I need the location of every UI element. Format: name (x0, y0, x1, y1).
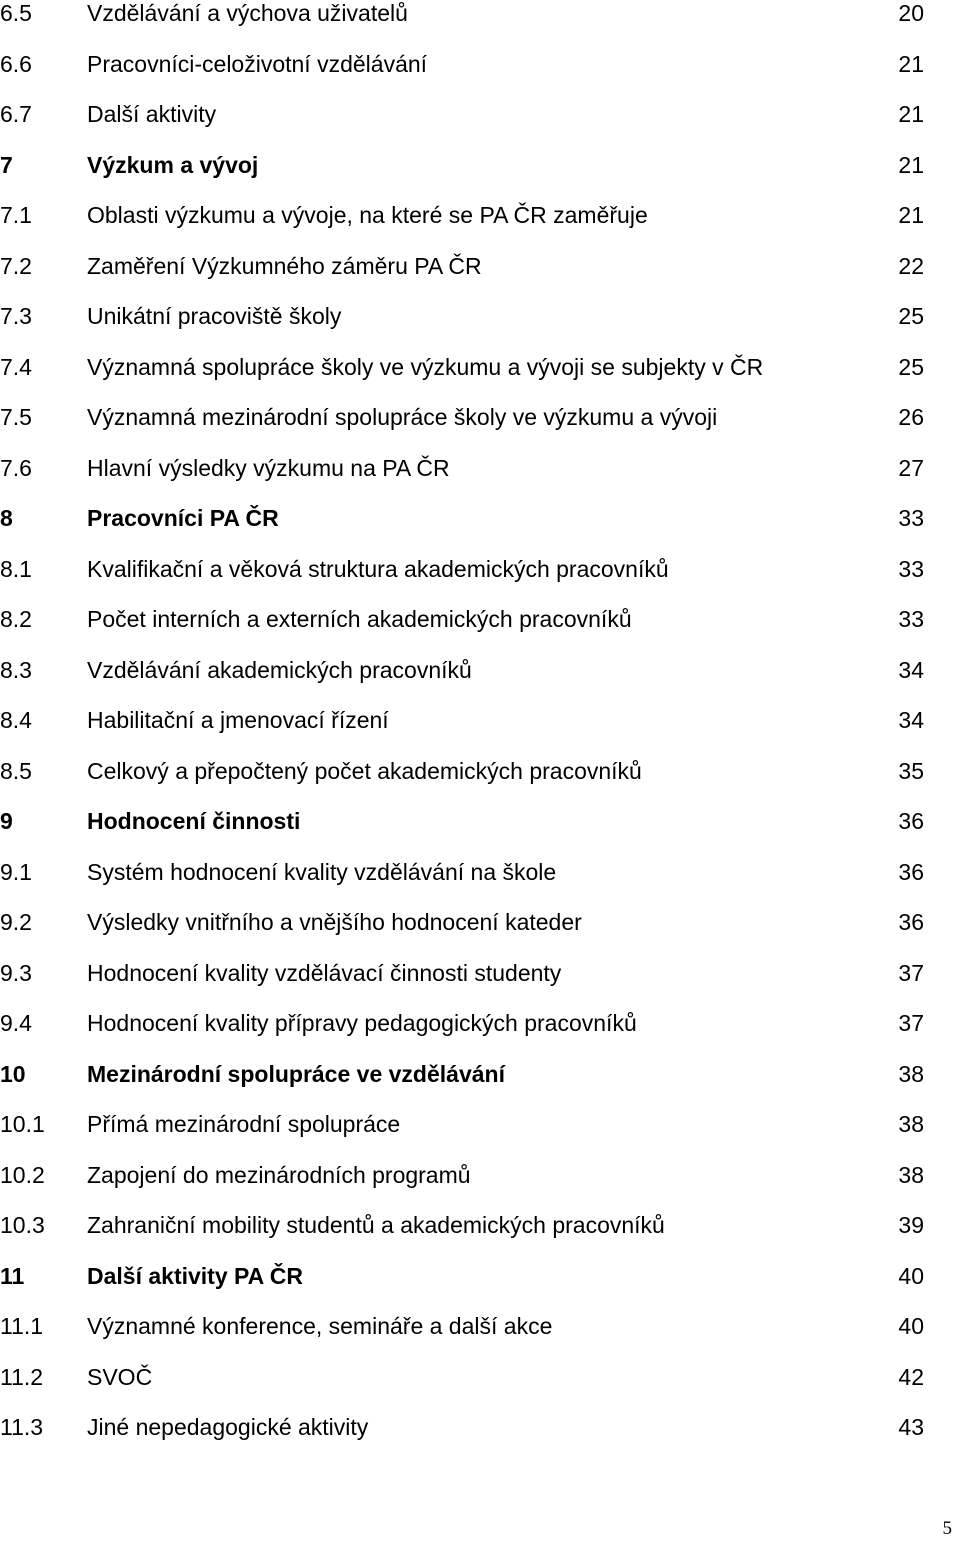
toc-section-number: 9 (0, 808, 13, 834)
toc-row[interactable] (0, 443, 960, 494)
toc-section-number: 6.5 (0, 0, 32, 26)
toc-section-title: Zahraniční mobility studentů a akademických pracovníků (87, 1212, 665, 1238)
toc-page-number: 39 (898, 1212, 924, 1238)
toc-section-title: Pracovníci-celoživotní vzdělávání (87, 50, 428, 77)
toc-row[interactable] (0, 948, 960, 999)
toc-row[interactable] (0, 190, 960, 241)
toc-section-title: Počet interních a externích akademických pracovníků (87, 606, 632, 632)
toc-section-number: 8.4 (0, 707, 32, 733)
toc-section-number: 9.4 (0, 1010, 32, 1036)
toc-section-title: Vzdělávání akademických pracovníků (87, 656, 472, 683)
toc-page-number: 21 (898, 101, 924, 127)
toc-section-number: 7 (0, 151, 13, 178)
toc-section-number: 8.3 (0, 656, 32, 683)
toc-row[interactable] (0, 1402, 960, 1453)
toc-section-number: 8.2 (0, 606, 32, 632)
toc-section-title: Hodnocení kvality vzdělávací činnosti studenty (87, 959, 562, 986)
toc-section-number: 9.1 (0, 858, 32, 885)
toc-section-title: Pracovníci PA ČR (87, 505, 279, 531)
toc-row[interactable] (0, 1099, 960, 1150)
toc-page-number: 33 (898, 606, 924, 632)
toc-page-number: 38 (898, 1161, 924, 1188)
toc-section-title: Vzdělávání a výchova uživatelů (87, 0, 408, 26)
toc-page-number: 33 (898, 555, 924, 582)
toc-section-number: 6.6 (0, 50, 32, 77)
toc-heading-row[interactable] (0, 1049, 960, 1100)
toc-row[interactable] (0, 89, 960, 140)
toc-section-title: Hodnocení kvality přípravy pedagogických pracovníků (87, 1010, 637, 1036)
toc-page-number: 38 (898, 1060, 924, 1087)
toc-section-title: Hlavní výsledky výzkumu na PA ČR (87, 454, 450, 481)
toc-section-number: 11.3 (0, 1414, 44, 1440)
toc-page-number: 22 (898, 252, 924, 279)
toc-section-number: 11.2 (0, 1363, 44, 1390)
toc-section-title: Výsledky vnitřního a vnějšího hodnocení kateder (87, 909, 582, 935)
toc-section-title: Systém hodnocení kvality vzdělávání na škole (87, 858, 557, 885)
toc-page-number: 36 (898, 808, 924, 834)
toc-page-number: 34 (898, 656, 924, 683)
toc-page-number: 21 (898, 151, 924, 178)
toc-section-title: Jiné nepedagogické aktivity (87, 1414, 369, 1440)
toc-section-number: 7.2 (0, 252, 32, 279)
toc-section-title: Unikátní pracoviště školy (87, 303, 342, 329)
toc-row[interactable] (0, 544, 960, 595)
toc-row[interactable] (0, 1301, 960, 1352)
toc-page-number: 37 (898, 1010, 924, 1036)
toc-row[interactable] (0, 746, 960, 797)
toc-row[interactable] (0, 847, 960, 898)
toc-row[interactable] (0, 1200, 960, 1251)
toc-section-number: 7.4 (0, 353, 32, 380)
toc-row[interactable] (0, 291, 960, 342)
toc-section-number: 11 (0, 1262, 25, 1289)
toc-page-number: 27 (898, 454, 924, 481)
toc-section-title: Výzkum a vývoj (87, 151, 259, 178)
toc-section-number: 9.2 (0, 909, 32, 935)
toc-page-number: 25 (898, 353, 924, 380)
toc-row[interactable] (0, 0, 960, 39)
toc-section-title: Přímá mezinárodní spolupráce (87, 1111, 401, 1137)
toc-section-title: Zaměření Výzkumného záměru PA ČR (87, 252, 482, 279)
toc-section-number: 7.6 (0, 454, 32, 481)
toc-section-title: Významné konference, semináře a další akce (87, 1313, 553, 1339)
toc-section-number: 10.1 (0, 1111, 45, 1137)
toc-page-number: 38 (898, 1111, 924, 1137)
toc-row[interactable] (0, 998, 960, 1049)
toc-section-title: Další aktivity (87, 101, 217, 127)
toc-heading-row[interactable] (0, 493, 960, 544)
toc-page-number: 35 (898, 757, 924, 784)
toc-row[interactable] (0, 897, 960, 948)
toc-page-number: 40 (898, 1262, 924, 1289)
toc-page-number: 42 (898, 1363, 924, 1390)
toc-section-title: Habilitační a jmenovací řízení (87, 707, 389, 733)
toc-row[interactable] (0, 241, 960, 292)
toc-row[interactable] (0, 392, 960, 443)
toc-section-title: Mezinárodní spolupráce ve vzdělávání (87, 1060, 505, 1087)
toc-row[interactable] (0, 645, 960, 696)
toc-section-number: 7.3 (0, 303, 32, 329)
toc-section-title: Významná spolupráce školy ve výzkumu a vývoji se subjekty v ČR (87, 353, 764, 380)
toc-section-number: 10.3 (0, 1212, 45, 1238)
toc-section-number: 11.1 (0, 1313, 44, 1339)
toc-heading-row[interactable] (0, 140, 960, 191)
toc-section-number: 7.1 (0, 202, 32, 228)
toc-page-number: 25 (898, 303, 924, 329)
toc-section-number: 8.5 (0, 757, 32, 784)
toc-section-number: 10.2 (0, 1161, 45, 1188)
toc-section-number: 10 (0, 1060, 26, 1087)
toc-section-title: Další aktivity PA ČR (87, 1262, 304, 1289)
toc-row[interactable] (0, 1352, 960, 1403)
toc-row[interactable] (0, 342, 960, 393)
toc-page-number: 21 (898, 202, 924, 228)
toc-page-number: 26 (898, 404, 924, 430)
toc-row[interactable] (0, 1150, 960, 1201)
toc-section-number: 6.7 (0, 101, 32, 127)
toc-page-number: 33 (898, 505, 924, 531)
page-number: 5 (942, 1518, 952, 1539)
toc-section-title: Oblasti výzkumu a vývoje, na které se PA ČR zaměřuje (87, 202, 648, 228)
toc-page-number: 36 (898, 909, 924, 935)
toc-page-number: 21 (898, 50, 924, 77)
toc-heading-row[interactable] (0, 1251, 960, 1302)
toc-section-title: Zapojení do mezinárodních programů (87, 1161, 471, 1188)
toc-row[interactable] (0, 39, 960, 90)
toc-section-number: 8 (0, 505, 13, 531)
toc-page-number: 37 (898, 959, 924, 986)
toc-page-number: 20 (898, 0, 924, 26)
toc-section-title: SVOČ (87, 1363, 153, 1390)
toc-heading-row[interactable] (0, 796, 960, 847)
toc-page-number: 43 (898, 1414, 924, 1440)
toc-section-title: Významná mezinárodní spolupráce školy ve výzkumu a vývoji (87, 404, 718, 430)
toc-section-title: Celkový a přepočtený počet akademických pracovníků (87, 757, 642, 784)
toc-section-title: Hodnocení činnosti (87, 808, 301, 834)
toc-section-number: 9.3 (0, 959, 32, 986)
toc-page-number: 40 (898, 1313, 924, 1339)
toc-section-number: 8.1 (0, 555, 32, 582)
toc-page-number: 34 (898, 707, 924, 733)
toc-row[interactable] (0, 594, 960, 645)
toc-section-number: 7.5 (0, 404, 32, 430)
toc-row[interactable] (0, 695, 960, 746)
toc-page-number: 36 (898, 858, 924, 885)
toc-section-title: Kvalifikační a věková struktura akademických pracovníků (87, 555, 669, 582)
